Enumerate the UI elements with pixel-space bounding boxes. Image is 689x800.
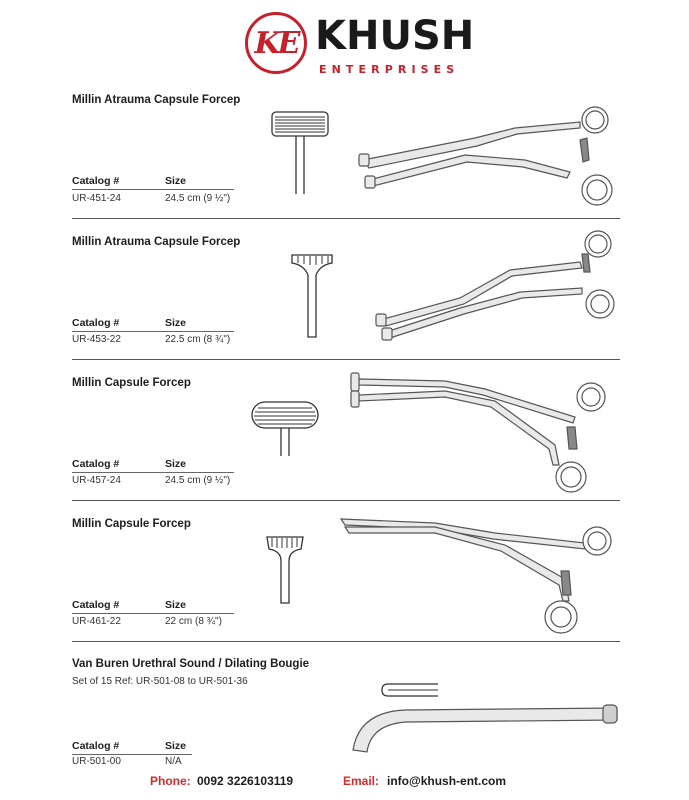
forcep-illustration-4 [335,505,625,640]
size-header: Size [165,599,187,611]
catalog-header: Catalog # [72,175,120,187]
catalog-header: Catalog # [72,599,120,611]
sound-tip-detail [380,682,440,698]
jaw-tip-detail-1 [270,110,330,200]
product-title: Millin Atrauma Capsule Forcep [72,236,241,248]
forcep-illustration-2 [370,228,625,348]
product-title: Millin Capsule Forcep [72,377,191,389]
spec-divider [72,613,234,614]
product-note: Set of 15 Ref: UR-501-08 to UR-501-36 [72,676,248,687]
email-address[interactable]: info@khush-ent.com [387,774,507,788]
size-header: Size [165,740,187,752]
section-divider [72,641,620,642]
section-divider [72,500,620,501]
forcep-illustration-1 [355,100,625,215]
email-label: Email: [343,774,380,788]
spec-divider [72,472,234,473]
product-title: Van Buren Urethral Sound / Dilating Bougie [72,658,310,670]
logo-emblem [245,12,307,74]
forcep-illustration-3 [345,365,625,500]
section-divider [72,359,620,360]
catalog-number: UR-461-22 [72,616,121,627]
section-divider [72,218,620,219]
product-title: Millin Atrauma Capsule Forcep [72,94,241,106]
catalog-header: Catalog # [72,317,120,329]
bougie-illustration [345,700,625,760]
spec-divider [72,754,192,755]
size-header: Size [165,458,187,470]
brand-logo [245,12,475,80]
jaw-tip-detail-2 [290,253,335,343]
brand-name: KHUSH [315,13,475,59]
catalog-number: UR-451-24 [72,193,121,204]
size-value: N/A [165,756,182,767]
catalog-number: UR-501-00 [72,756,121,767]
size-value: 22.5 cm (8 ¾") [165,334,231,345]
phone-number[interactable]: 0092 3226103119 [197,774,294,788]
size-value: 22 cm (8 ¾") [165,616,222,627]
size-value: 24.5 cm (9 ½") [165,193,231,204]
jaw-tip-detail-4 [265,535,305,607]
jaw-tip-detail-3 [250,400,320,460]
catalog-number: UR-457-24 [72,475,121,486]
spec-divider [72,331,234,332]
catalog-header: Catalog # [72,458,120,470]
catalog-number: UR-453-22 [72,334,121,345]
size-header: Size [165,175,187,187]
product-title: Millin Capsule Forcep [72,518,191,530]
spec-divider [72,189,234,190]
catalog-header: Catalog # [72,740,120,752]
logo-monogram: KE [254,25,298,61]
phone-label: Phone: [150,774,191,788]
brand-tagline: ENTERPRISES [319,63,460,76]
size-value: 24.5 cm (9 ½") [165,475,231,486]
size-header: Size [165,317,187,329]
